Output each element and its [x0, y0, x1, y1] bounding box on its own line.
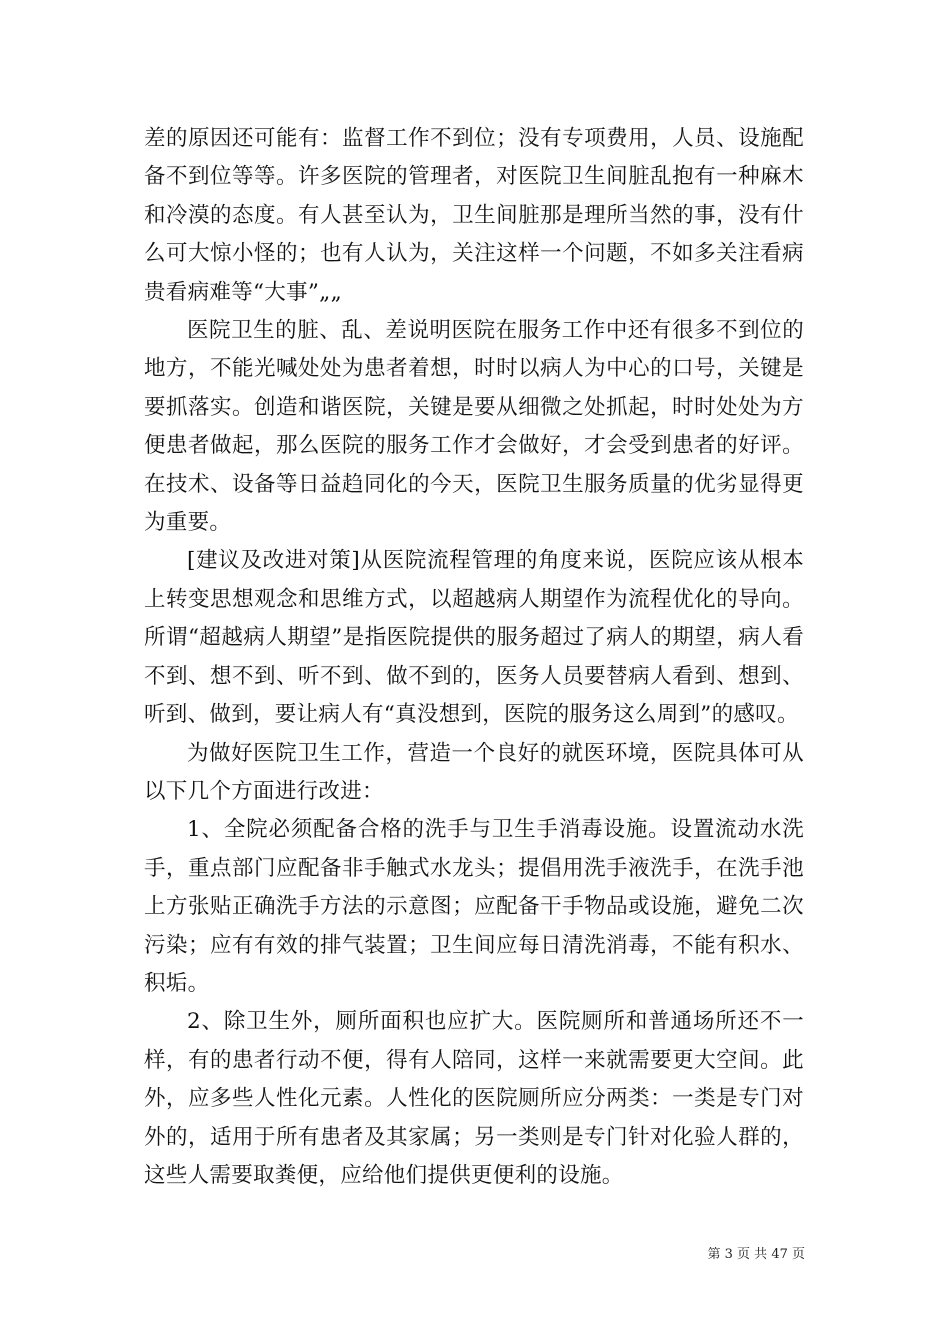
- paragraph-item-1: 1、全院必须配备合格的洗手与卫生手消毒设施。设置流动水洗手，重点部门应配备非手触式水龙头；提倡用洗手液洗手，在洗手池上方张贴正确洗手方法的示意图；应配备干手物品或设施，避免二次污染；应有有效的排气装置；卫生间应每日清洗消毒，不能有积水、积垢。: [144, 817, 804, 996]
- paragraph-improvement-intro: 为做好医院卫生工作，营造一个良好的就医环境，医院具体可从以下几个方面进行改进：: [144, 740, 804, 804]
- page-number-footer: 第 3 页 共 47 页: [707, 1247, 805, 1262]
- paragraph-hygiene-issues: 医院卫生的脏、乱、差说明医院在服务工作中还有很多不到位的地方，不能光喊处处为患者着想，时时以病人为中心的口号，关键是要抓落实。创造和谐医院，关键是要从细微之处抓起，时时处处为方便患者做起，那么医院的服务工作才会做好，才会受到患者的好评。在技术、设备等日益趋同化的今天，医院卫生服务质量的优劣显得更为重要。: [144, 318, 804, 536]
- paragraph-item-2: 2、除卫生外，厕所面积也应扩大。医院厕所和普通场所还不一样，有的患者行动不便，得有人陪同，这样一来就需要更大空间。此外，应多些人性化元素。人性化的医院厕所应分两类：一类是专门对外的，适用于所有患者及其家属；另一类则是专门针对化验人群的，这些人需要取粪便，应给他们提供更便利的设施。: [144, 1009, 804, 1188]
- document-body: [144, 120, 804, 1195]
- paragraph-causes: 差的原因还可能有：监督工作不到位；没有专项费用，人员、设施配备不到位等等。许多医院的管理者，对医院卫生间脏乱抱有一种麻木和冷漠的态度。有人甚至认为，卫生间脏那是理所当然的事，没有什么可大惊小怪的；也有人认为，关注这样一个问题，不如多关注看病贵看病难等“大事”„„: [144, 126, 804, 305]
- paragraph-suggestions: [建议及改进对策]从医院流程管理的角度来说，医院应该从根本上转变思想观念和思维方式，以超越病人期望作为流程优化的导向。所谓“超越病人期望”是指医院提供的服务超过了病人的期望，病人看不到、想不到、听不到、做不到的，医务人员要替病人看到、想到、听到、做到，要让病人有“真没想到，医院的服务这么周到”的感叹。: [144, 548, 804, 728]
